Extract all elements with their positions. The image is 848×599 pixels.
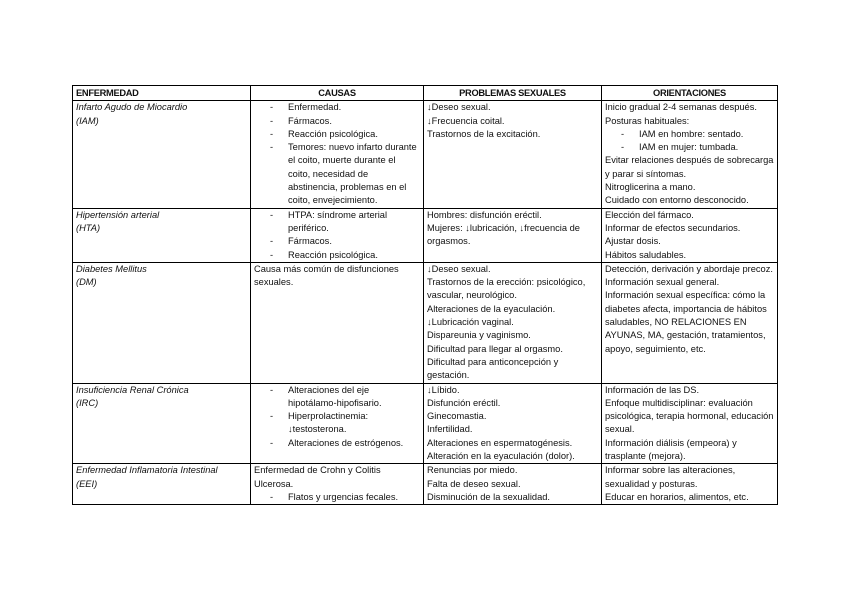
list-item: - Fármacos. — [268, 115, 420, 128]
list-item: Informar sobre las alteraciones, sexualidad y posturas. — [605, 465, 736, 489]
problems-cell — [424, 383, 602, 464]
causes-list — [254, 384, 420, 450]
table-row — [73, 208, 778, 262]
list-item: - Reacción psicológica. — [268, 249, 420, 262]
table-row — [73, 383, 778, 464]
disease-name: Hipertensión arterial — [76, 209, 160, 220]
causes-list — [254, 491, 420, 504]
disease-abbr: (IAM) — [76, 115, 99, 126]
list-item: - Enfermedad. — [268, 101, 420, 114]
list-item: Disminución de la sexualidad. — [427, 491, 550, 502]
list-item: Informar de efectos secundarios. — [605, 222, 741, 233]
list-item: - Fármacos. — [268, 235, 420, 248]
list-item: ↓Lubricación vaginal. — [427, 317, 514, 328]
table-row — [73, 262, 778, 383]
disease-abbr: (EEI) — [76, 478, 98, 489]
list-item: ↓Deseo sexual. — [427, 102, 491, 113]
list-item: Dispareunia y vaginismo. — [427, 330, 531, 341]
table-row — [73, 101, 778, 208]
disease-name: Diabetes Mellitus — [76, 263, 147, 274]
list-item: - Flatos y urgencias fecales. — [268, 491, 420, 504]
list-item: Alteración en la eyaculación (dolor). — [427, 451, 575, 462]
disease-table — [72, 85, 778, 505]
causes-cell — [251, 383, 424, 464]
list-item: Nitroglicerina a mano. — [605, 182, 696, 193]
orientations-cell — [602, 464, 778, 505]
list-item: Dificultad para llegar al orgasmo. — [427, 343, 563, 354]
disease-cell — [73, 208, 251, 262]
header-causas: CAUSAS — [251, 86, 424, 101]
list-item: Trastornos de la erección: psicológico, vascular, neurológico. — [427, 277, 586, 301]
list-item: Alteraciones de la eyaculación. — [427, 303, 556, 314]
list-item: Cuidado con entorno desconocido. — [605, 195, 749, 206]
problems-cell — [424, 262, 602, 383]
problems-cell — [424, 464, 602, 505]
list-item: Posturas habituales: — [605, 115, 690, 126]
list-item: Alteraciones en espermatogénesis. — [427, 437, 573, 448]
list-item: - Temores: nuevo infarto durante el coito, muerte durante el coito, necesidad de abstinencia, problemas en el coito, envejecimiento. — [268, 141, 420, 207]
list-item: - Alteraciones del eje hipotálamo-hipofisario. — [268, 384, 420, 411]
list-item: - HTPA: síndrome arterial periférico. — [268, 209, 420, 236]
causes-cell — [251, 101, 424, 208]
list-item: Dificultad para anticoncepción y gestación. — [427, 356, 559, 381]
list-item: Inicio gradual 2-4 semanas después. — [605, 102, 757, 113]
header-row — [73, 86, 778, 101]
causes-cell — [251, 262, 424, 383]
disease-name: Infarto Agudo de Miocardio — [76, 102, 188, 113]
postures-list — [605, 128, 774, 155]
causes-list — [254, 209, 420, 262]
list-item: Información diálisis (empeora) y trasplante (mejora). — [605, 437, 737, 462]
list-item: Educar en horarios, alimentos, etc. — [605, 491, 749, 502]
orientations-cell — [602, 101, 778, 208]
header-orientaciones: ORIENTACIONES — [602, 86, 778, 101]
list-item: Enfoque multidisciplinar: evaluación psicológica, terapia hormonal, educación sexual. — [605, 397, 774, 435]
orientations-cell — [602, 208, 778, 262]
problems-cell — [424, 208, 602, 262]
disease-cell — [73, 383, 251, 464]
list-item: Ginecomastia. — [427, 411, 487, 422]
list-item: Renuncias por miedo. — [427, 465, 518, 476]
list-item: Elección del fármaco. — [605, 209, 694, 220]
disease-abbr: (IRC) — [76, 397, 99, 408]
disease-cell — [73, 464, 251, 505]
list-item: - Reacción psicológica. — [268, 128, 420, 141]
list-item: Hábitos saludables. — [605, 249, 687, 260]
causes-cell — [251, 208, 424, 262]
header-enfermedad: ENFERMEDAD — [73, 86, 251, 101]
disease-cell — [73, 101, 251, 208]
list-item: - IAM en mujer: tumbada. — [619, 141, 774, 154]
list-item: Infertilidad. — [427, 424, 473, 435]
list-item: Trastornos de la excitación. — [427, 128, 541, 139]
disease-name: Enfermedad Inflamatoria Intestinal — [76, 465, 218, 476]
list-item: ↓Frecuencia coital. — [427, 115, 505, 126]
list-item: Hombres: disfunción eréctil. — [427, 209, 542, 220]
disease-name: Insuficiencia Renal Crónica — [76, 384, 189, 395]
list-item: Ajustar dosis. — [605, 236, 661, 247]
list-item: ↓Líbido. — [427, 384, 460, 395]
causes-text: Enfermedad de Crohn y Colitis Ulcerosa. — [254, 465, 381, 489]
causes-text: Causa más común de disfunciones sexuales. — [254, 263, 399, 288]
list-item: Información de las DS. — [605, 384, 700, 395]
causes-cell — [251, 464, 424, 505]
list-item: - IAM en hombre: sentado. — [619, 128, 774, 141]
orientations-cell — [602, 383, 778, 464]
list-item: Información sexual específica: cómo la diabetes afecta, importancia de hábitos saludables, NO RELACIONES EN AYUNAS, MA, gestación, tratamientos, apoyo, seguimiento, etc. — [605, 290, 767, 354]
list-item: Detección, derivación y abordaje precoz. — [605, 263, 773, 274]
list-item: Evitar relaciones después de sobrecarga y parar si síntomas. — [605, 155, 774, 179]
table-row — [73, 464, 778, 505]
disease-abbr: (DM) — [76, 277, 97, 288]
list-item: Mujeres: ↓lubricación, ↓frecuencia de orgasmos. — [427, 222, 580, 247]
list-item: Falta de deseo sexual. — [427, 478, 521, 489]
list-item: - Alteraciones de estrógenos. — [268, 437, 420, 450]
disease-cell — [73, 262, 251, 383]
problems-cell — [424, 101, 602, 208]
causes-list — [254, 101, 420, 207]
disease-abbr: (HTA) — [76, 222, 101, 233]
list-item: - Hiperprolactinemia: ↓testosterona. — [268, 410, 420, 437]
list-item: Información sexual general. — [605, 277, 720, 288]
orientations-cell — [602, 262, 778, 383]
list-item: ↓Deseo sexual. — [427, 263, 491, 274]
list-item: Disfunción eréctil. — [427, 397, 501, 408]
header-problemas: PROBLEMAS SEXUALES — [424, 86, 602, 101]
